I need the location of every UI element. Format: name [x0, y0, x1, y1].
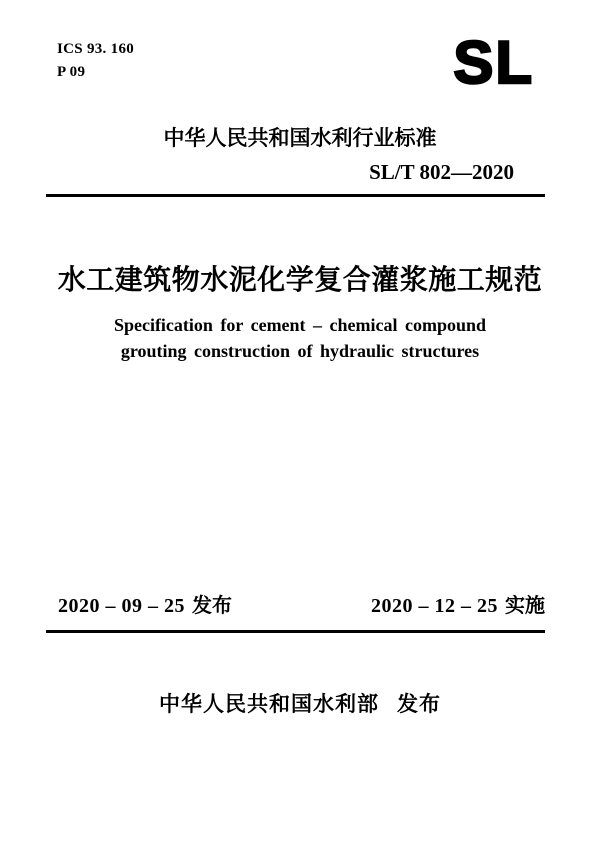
top-divider: [46, 194, 545, 197]
issue-date: [58, 593, 232, 619]
sl-logo: SL: [453, 29, 534, 96]
implement-date-label: 实施: [505, 595, 545, 617]
dates-row: [58, 593, 545, 619]
publisher-line: [0, 690, 600, 720]
publisher-label: 发布: [397, 693, 441, 716]
title-english-line1: Specification for cement – chemical compound: [113, 315, 487, 335]
implement-date: [371, 593, 545, 619]
ics-code: ICS 93. 160: [57, 41, 135, 57]
title-chinese: 水工建筑物水泥化学复合灌浆施工规范: [57, 264, 543, 295]
title-english-line2: grouting construction of hydraulic structures: [120, 341, 480, 361]
title-english: [0, 312, 600, 364]
standard-number: SL/T 802—2020: [369, 160, 514, 184]
ics-block: [57, 38, 134, 84]
standard-type-heading: 中华人民共和国水利行业标准: [163, 127, 437, 150]
implement-date-value: 2020 – 12 – 25: [371, 595, 498, 617]
publisher-name: 中华人民共和国水利部: [159, 693, 379, 716]
issue-date-value: 2020 – 09 – 25: [58, 595, 185, 617]
classification-code: P 09: [57, 64, 86, 80]
bottom-divider: [46, 630, 545, 633]
issue-date-label: 发布: [192, 595, 232, 617]
